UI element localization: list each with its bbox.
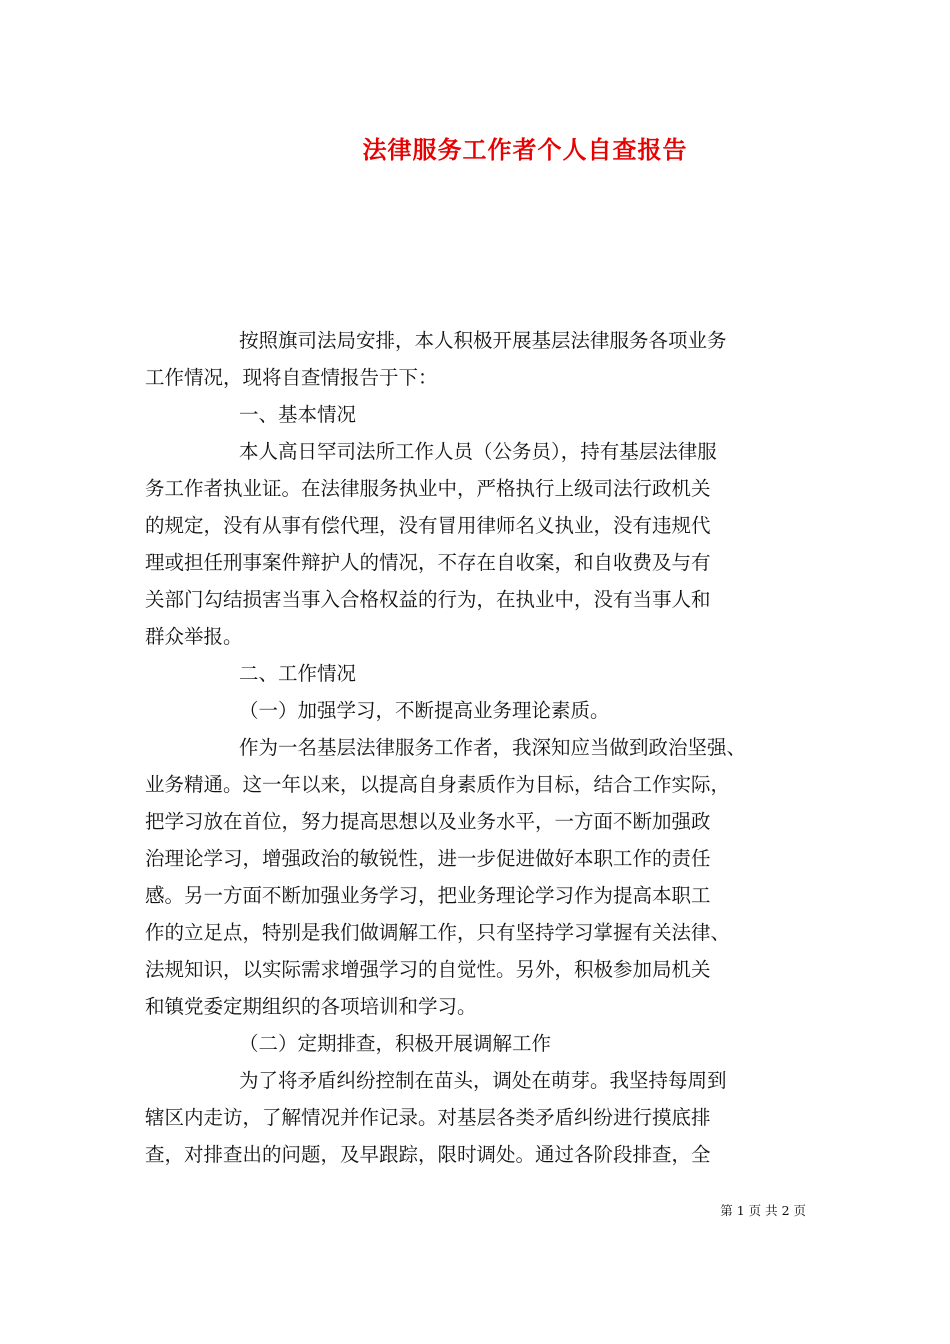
paragraph-line: 为了将矛盾纠纷控制在苗头，调处在萌芽。我坚持每周到: [239, 1069, 727, 1092]
paragraph-line: 理或担任刑事案件辩护人的情况，不存在自收案，和自收费及与有: [145, 551, 711, 574]
paragraph-line: 业务精通。这一年以来，以提高自身素质作为目标，结合工作实际，: [145, 773, 731, 796]
paragraph-line: 和镇党委定期组织的各项培训和学习。: [145, 995, 477, 1018]
paragraph-line: 作的立足点，特别是我们做调解工作，只有坚持学习掌握有关法律、: [145, 921, 731, 944]
document-body: [145, 322, 807, 1173]
paragraph-line: 治理论学习，增强政治的敏锐性，进一步促进做好本职工作的责任: [145, 847, 711, 870]
paragraph-line: 辖区内走访，了解情况并作记录。对基层各类矛盾纠纷进行摸底排: [145, 1106, 711, 1129]
paragraph-line: 工作情况，现将自查情报告于下：: [145, 366, 438, 389]
paragraph-line: 作为一名基层法律服务工作者，我深知应当做到政治坚强、: [239, 736, 747, 759]
paragraph-line: 按照旗司法局安排，本人积极开展基层法律服务各项业务: [239, 329, 727, 352]
page-number-footer: 第 1 页 共 2 页: [720, 1203, 806, 1218]
subsection-heading: （一）加强学习，不断提高业务理论素质。: [239, 699, 610, 722]
paragraph-line: 本人高日罕司法所工作人员（公务员），持有基层法律服: [239, 440, 717, 463]
paragraph-line: 查，对排查出的问题，及早跟踪，限时调处。通过各阶段排查，全: [145, 1143, 711, 1166]
paragraph-line: 法规知识，以实际需求增强学习的自觉性。另外，积极参加局机关: [145, 958, 711, 981]
section-heading: 一、基本情况: [239, 403, 357, 426]
paragraph-line: 的规定，没有从事有偿代理，没有冒用律师名义执业，没有违规代: [145, 514, 711, 537]
document-title: 法律服务工作者个人自查报告: [362, 135, 688, 164]
paragraph-line: 群众举报。: [145, 625, 243, 648]
paragraph-line: 把学习放在首位，努力提高思想以及业务水平，一方面不断加强政: [145, 810, 711, 833]
section-heading: 二、工作情况: [239, 662, 357, 685]
paragraph-line: 关部门勾结损害当事入合格权益的行为，在执业中，没有当事人和: [145, 588, 711, 611]
paragraph-line: 务工作者执业证。在法律服务执业中，严格执行上级司法行政机关: [145, 477, 711, 500]
subsection-heading: （二）定期排查，积极开展调解工作: [239, 1032, 552, 1055]
paragraph-line: 感。另一方面不断加强业务学习，把业务理论学习作为提高本职工: [145, 884, 711, 907]
